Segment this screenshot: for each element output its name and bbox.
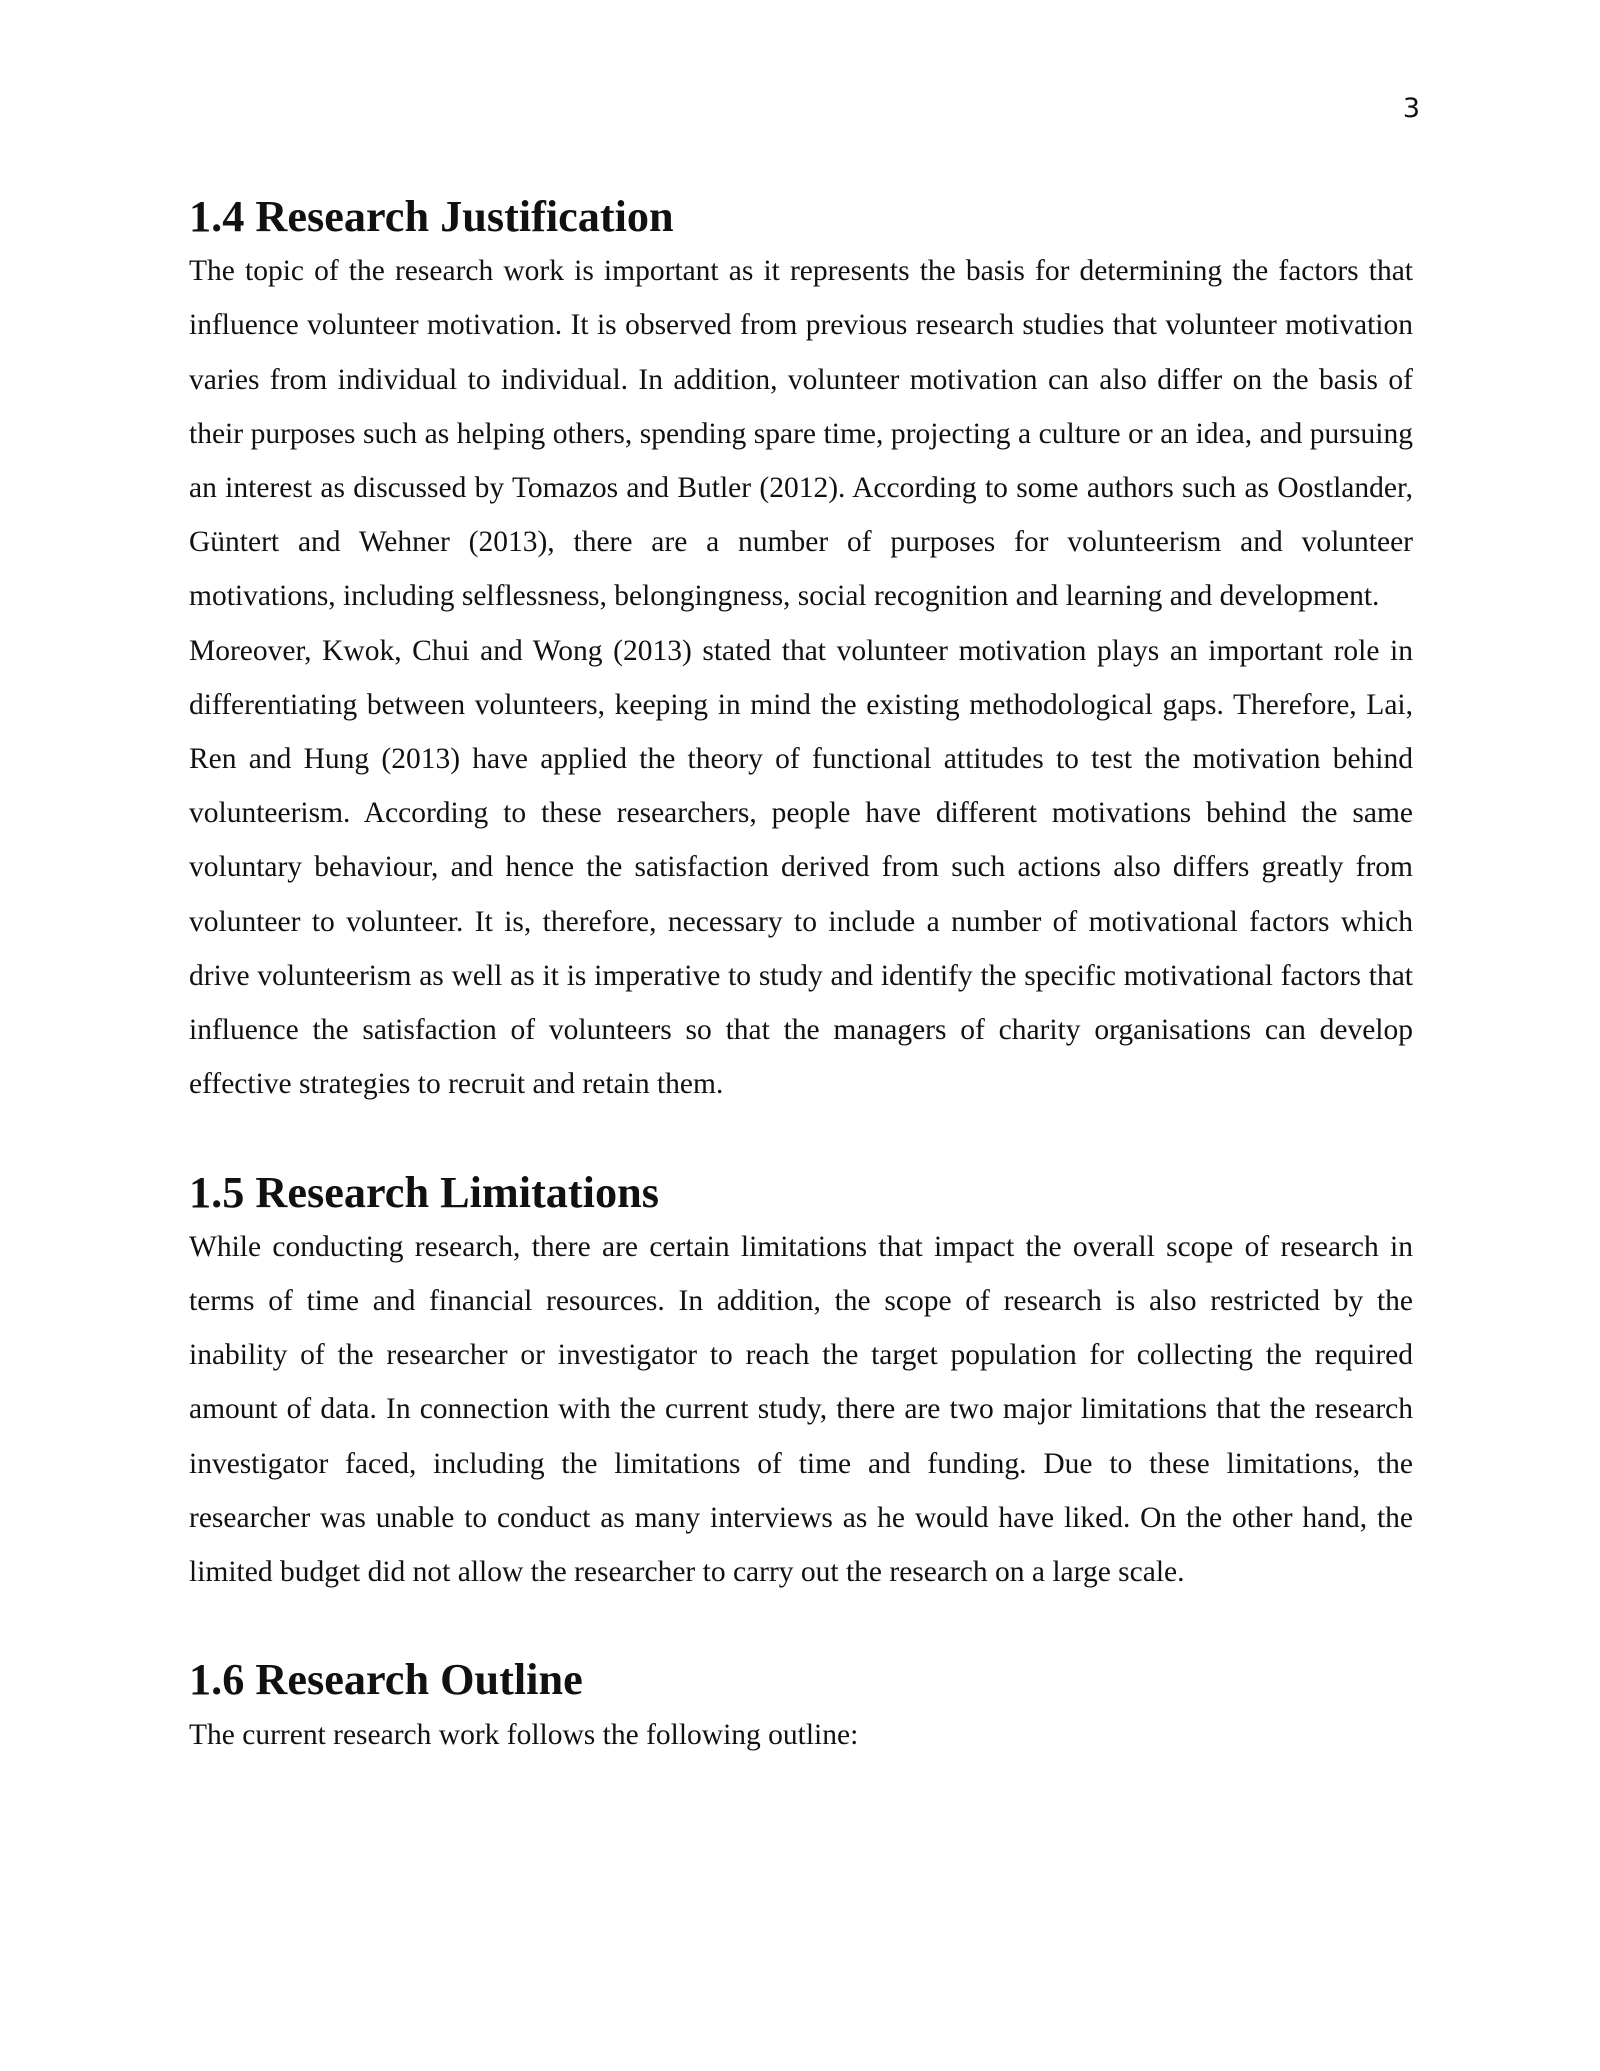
paragraph-outline-1: The current research work follows the following outline: [189,1718,859,1751]
section-spacer [189,1111,1413,1165]
paragraph-justification-2: Moreover, Kwok, Chui and Wong (2013) stated that volunteer motivation plays an important role in differentiating between volunteers, keeping in mind the existing methodological gaps. Therefore, Lai, Ren and Hung (2013) have applied the theory of functional attitudes to test the motivation behind volunteerism. According to these researchers, people have different motivations behind the same voluntary behaviour, and hence the satisfaction derived from such actions also differs greatly from volunteer to volunteer. It is, therefore, necessary to include a number of motivational factors which drive volunteerism as well as it is imperative to study and identify the specific motivational factors that influence the satisfaction of volunteers so that the managers of charity organisations can develop effective strategies to recruit and retain them. [189,634,1413,1101]
paragraph-limitations-1: While conducting research, there are certain limitations that impact the overall scope of research in terms of time and financial resources. In addition, the scope of research is also restricted by the inability of the researcher or investigator to reach the target population for collecting the required amount of data. In connection with the current study, there are two major limitations that the research investigator faced, including the limitations of time and funding. Due to these limitations, the researcher was unable to conduct as many interviews as he would have liked. On the other hand, the limited budget did not allow the researcher to carry out the research on a large scale. [189,1230,1413,1589]
paragraph-justification-1: The topic of the research work is important as it represents the basis for determining the factors that influence volunteer motivation. It is observed from previous research studies that volunteer motivation varies from individual to individual. In addition, volunteer motivation can also differ on the basis of their purposes such as helping others, spending spare time, projecting a culture or an idea, and pursuing an interest as discussed by Tomazos and Butler (2012). According to some authors such as Oostlander, Güntert and Wehner (2013), there are a number of purposes for volunteerism and volunteer motivations, including selflessness, belongingness, social recognition and learning and development. [189,255,1413,613]
section-heading-limitations: 1.5 Research Limitations [189,1167,659,1217]
section-heading-outline: 1.6 Research Outline [189,1655,583,1705]
page-content [189,190,1413,1762]
page-number: 3 [1402,93,1420,124]
section-spacer [189,1599,1413,1653]
section-heading-justification: 1.4 Research Justification [189,192,674,241]
